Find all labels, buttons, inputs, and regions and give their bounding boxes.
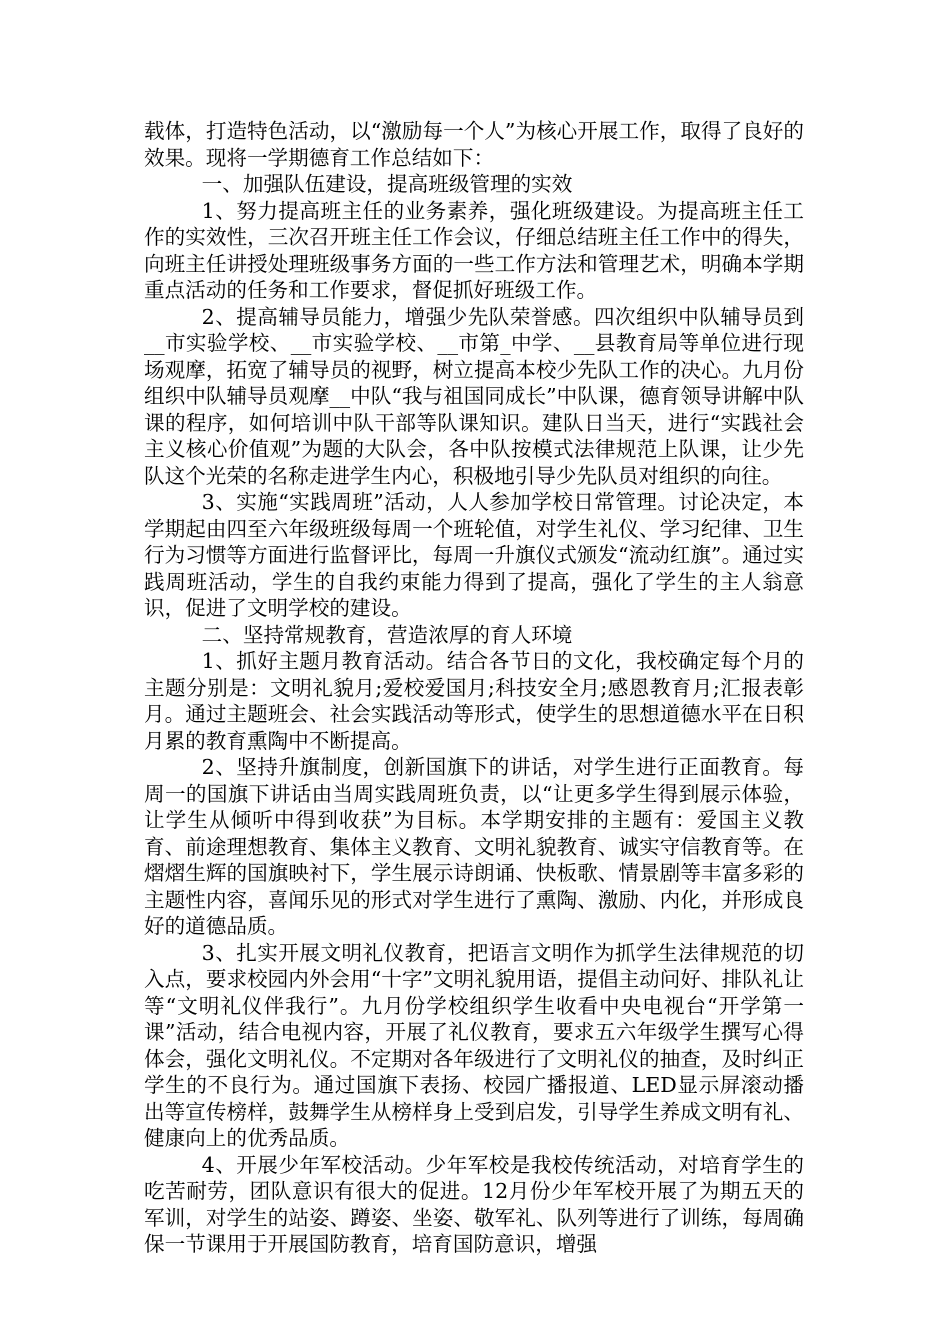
paragraph: 载体，打造特色活动，以“激励每一个人”为核心开展工作，取得了良好的效果。现将一学期德育工作总结如下： <box>144 119 804 170</box>
paragraph: 1、努力提高班主任的业务素养，强化班级建设。为提高班主任工作的实效性，三次召开班主任工作会议，仔细总结班主任工作中的得失，向班主任讲授处理班级事务方面的一些工作方法和管理艺术，明确本学期重点活动的任务和工作要求，督促抓好班级工作。 <box>144 198 804 302</box>
paragraph: 2、提高辅导员能力，增强少先队荣誉感。四次组织中队辅导员到__市实验学校、__市实验学校、__市第_中学、__县教育局等单位进行现场观摩，拓宽了辅导员的视野，树立提高本校少先队工作的决心。九月份组织中队辅导员观摩__中队“我与祖国同成长”中队课，德育领导讲解中队课的程序，如何培训中队干部等队课知识。建队日当天，进行“实践社会主义核心价值观”为题的大队会，各中队按模式法律规范上队课，让少先队这个光荣的名称走进学生内心，积极地引导少先队员对组织的向往。 <box>144 304 804 488</box>
paragraph: 2、坚持升旗制度，创新国旗下的讲话，对学生进行正面教育。每周一的国旗下讲话由当周实践周班负责，以“让更多学生得到展示体验，让学生从倾听中得到收获”为目标。本学期安排的主题有：爱国主义教育、前途理想教育、集体主义教育、文明礼貌教育、诚实守信教育等。在熠熠生辉的国旗映衬下，学生展示诗朗诵、快板歌、情景剧等丰富多彩的主题性内容，喜闻乐见的形式对学生进行了熏陶、激励、内化，并形成良好的道德品质。 <box>144 755 804 938</box>
section-heading: 二、坚持常规教育，营造浓厚的育人环境 <box>201 622 573 647</box>
section-heading: 一、加强队伍建设，提高班级管理的实效 <box>201 172 573 196</box>
paragraph: 1、抓好主题月教育活动。结合各节日的文化，我校确定每个月的主题分别是：文明礼貌月;爱校爱国月;科技安全月;感恩教育月;汇报表彰月。通过主题班会、社会实践活动等形式，使学生的思想道德水平在日积月累的教育熏陶中不断提高。 <box>144 649 804 753</box>
paragraph: 3、实施“实践周班”活动，人人参加学校日常管理。讨论决定，本学期起由四至六年级班级每周一个班轮值，对学生礼仪、学习纪律、卫生行为习惯等方面进行监督评比，每周一升旗仪式颁发“流动红旗”。通过实践周班活动，学生的自我约束能力得到了提高，强化了学生的主人翁意识，促进了文明学校的建设。 <box>144 490 804 620</box>
paragraph: 4、开展少年军校活动。少年军校是我校传统活动，对培育学生的吃苦耐劳，团队意识有很大的促进。12月份少年军校开展了为期五天的军训，对学生的站姿、蹲姿、坐姿、敬军礼、队列等进行了训练，每周确保一节课用于开展国防教育，培育国防意识，增强 <box>144 1152 804 1256</box>
paragraph: 3、扎实开展文明礼仪教育，把语言文明作为抓学生法律规范的切入点，要求校园内外会用“十字”文明礼貌用语，提倡主动问好、排队礼让等“文明礼仪伴我行”。九月份学校组织学生收看中央电视台“开学第一课”活动，结合电视内容，开展了礼仪教育，要求五六年级学生撰写心得体会，强化文明礼仪。不定期对各年级进行了文明礼仪的抽查，及时纠正学生的不良行为。通过国旗下表扬、校园广播报道、LED显示屏滚动播出等宣传榜样，鼓舞学生从榜样身上受到启发，引导学生养成文明有礼、健康向上的优秀品质。 <box>144 940 804 1150</box>
document-body <box>144 118 804 1258</box>
